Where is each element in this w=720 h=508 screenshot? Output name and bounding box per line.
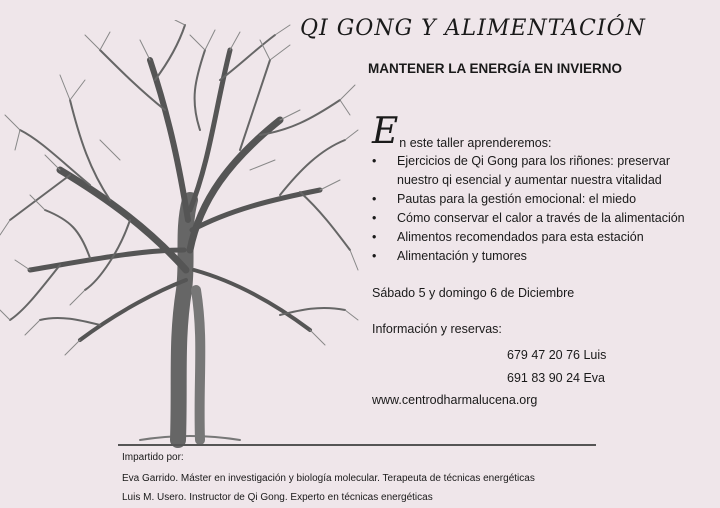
event-dates: Sábado 5 y domingo 6 de Diciembre <box>372 286 575 300</box>
website-link[interactable]: www.centrodharmalucena.org <box>372 393 538 407</box>
bullet-icon: • <box>372 249 377 263</box>
credits-label: Impartido por: <box>122 452 184 463</box>
page-title: QI GONG Y ALIMENTACIÓN <box>300 16 646 41</box>
bullet-icon: • <box>372 211 377 225</box>
topic-text: Ejercicios de Qi Gong para los riñones: preservar nuestro qi esencial y aumentar nuestra vitalidad <box>397 154 671 187</box>
tree-illustration <box>0 20 360 450</box>
phone-eva[interactable]: 691 83 90 24 Eva <box>507 371 605 385</box>
bullet-icon: • <box>372 154 377 168</box>
topic-text: Alimentos recomendados para esta estación <box>397 230 644 244</box>
contact-label: Información y reservas: <box>372 322 502 336</box>
topic-text: Pautas para la gestión emocional: el miedo <box>397 192 637 206</box>
list-item <box>372 228 712 247</box>
topic-text: Alimentación y tumores <box>397 249 527 263</box>
instructor-eva: Eva Garrido. Máster en investigación y biología molecular. Terapeuta de técnicas energéticas <box>122 473 535 484</box>
divider <box>118 444 596 446</box>
dropcap-letter: E <box>372 111 399 152</box>
bullet-icon: • <box>372 230 377 244</box>
bullet-icon: • <box>372 192 377 206</box>
topics-list <box>372 152 712 266</box>
intro-line <box>372 111 552 152</box>
list-item <box>372 247 712 266</box>
list-item <box>372 152 712 190</box>
intro-text: n este taller aprenderemos: <box>399 136 552 150</box>
phone-luis[interactable]: 679 47 20 76 Luis <box>507 348 607 362</box>
page-subtitle: MANTENER LA ENERGÍA EN INVIERNO <box>368 61 623 76</box>
topic-text: Cómo conservar el calor a través de la alimentación <box>397 211 685 225</box>
list-item <box>372 190 712 209</box>
instructor-luis: Luis M. Usero. Instructor de Qi Gong. Experto en técnicas energéticas <box>122 492 433 503</box>
list-item <box>372 209 712 228</box>
